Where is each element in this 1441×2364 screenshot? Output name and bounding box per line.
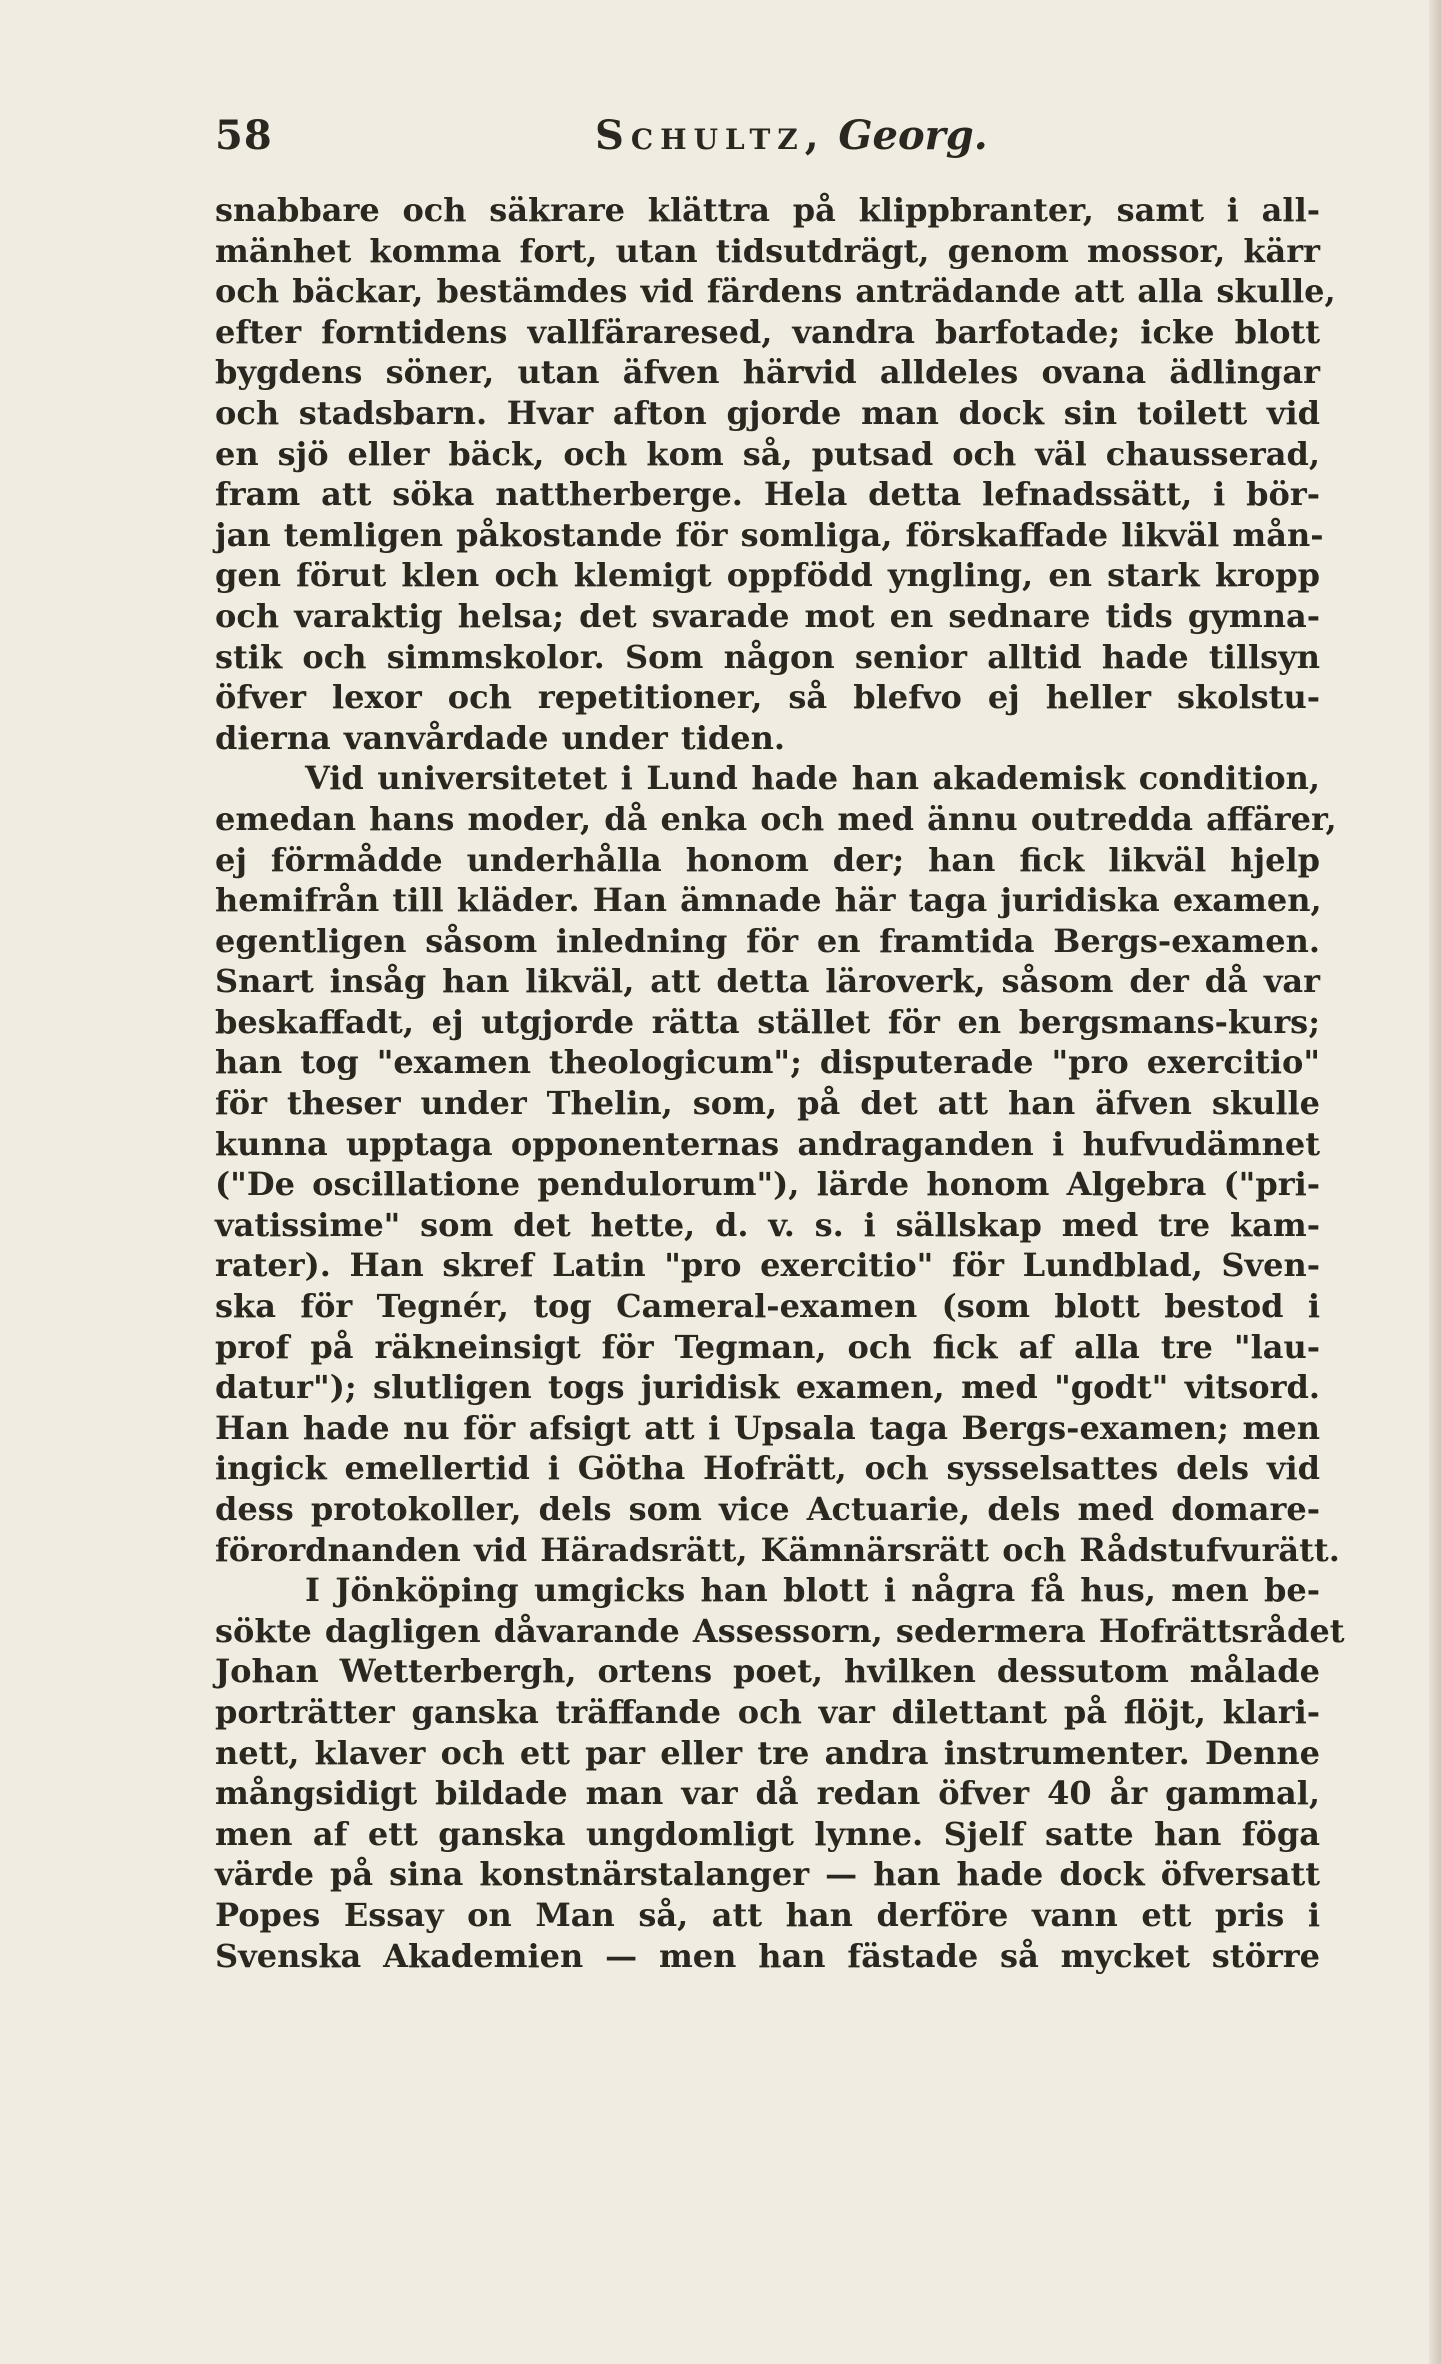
text-line: egentligen såsom inledning för en framtida Bergs-examen. [215, 921, 1320, 960]
body-text [215, 190, 1345, 1976]
text-line: kunna upptaga opponenternas andraganden i hufvudämnet [215, 1124, 1320, 1163]
text-line: efter forntidens vallfäraresed, vandra barfotade; icke blott [215, 312, 1320, 351]
text-line: Svenska Akademien — men han fästade så mycket större [215, 1936, 1320, 1975]
text-line: Popes Essay on Man så, att han derföre vann ett pris i [215, 1895, 1320, 1934]
page-edge [1429, 0, 1441, 2364]
text-line: jan temligen påkostande för somliga, förskaffade likväl mån- [215, 515, 1324, 554]
text-line: bygdens söner, utan äfven härvid alldeles ovana ädlingar [215, 353, 1320, 392]
running-head [595, 112, 988, 159]
text-line: hemifrån till kläder. Han ämnade här taga juridiska examen, [215, 881, 1322, 920]
paragraph-start-line: I Jönköping umgicks han blott i några få hus, men be- [305, 1571, 1320, 1610]
text-line: för theser under Thelin, som, på det att han äfven skulle [215, 1084, 1320, 1123]
running-head-surname: Schultz, [595, 112, 826, 159]
text-line: men af ett ganska ungdomligt lynne. Sjelf satte han föga [215, 1814, 1320, 1853]
text-line: sökte dagligen dåvarande Assessorn, sedermera Hofrättsrådet [215, 1611, 1345, 1650]
text-line: ingick emellertid i Götha Hofrätt, och sysselsattes dels vid [215, 1449, 1320, 1488]
paragraph-end-line: dierna vanvårdade under tiden. [215, 718, 785, 757]
text-line: mångsidigt bildade man var då redan öfver 40 år gammal, [215, 1774, 1320, 1813]
text-line: beskaffadt, ej utgjorde rätta stället för en bergsmans-kurs; [215, 1002, 1320, 1041]
text-line: Johan Wetterbergh, ortens poet, hvilken dessutom målade [215, 1652, 1320, 1691]
text-line: och stadsbarn. Hvar afton gjorde man dock sin toilett vid [215, 393, 1320, 432]
text-line: öfver lexor och repetitioner, så blefvo ej heller skolstu- [215, 678, 1320, 717]
text-line: gen förut klen och klemigt oppfödd yngling, en stark kropp [215, 556, 1320, 595]
paragraph-start-line: Vid universitetet i Lund hade han akademisk condition, [305, 759, 1320, 798]
text-line: ska för Tegnér, tog Cameral-examen (som blott bestod i [215, 1287, 1320, 1326]
text-line: en sjö eller bäck, och kom så, putsad och väl chausserad, [215, 434, 1320, 473]
text-line: och varaktig helsa; det svarade mot en sednare tids gymna- [215, 596, 1320, 635]
text-line: Han hade nu för afsigt att i Upsala taga Bergs-examen; men [215, 1408, 1320, 1447]
running-head-given-name: Georg. [838, 112, 988, 159]
text-line: emedan hans moder, då enka och med ännu outredda affärer, [215, 799, 1337, 838]
text-line: stik och simmskolor. Som någon senior alltid hade tillsyn [215, 637, 1320, 676]
text-line: nett, klaver och ett par eller tre andra instrumenter. Denne [215, 1733, 1320, 1772]
page-number: 58 [215, 112, 273, 159]
text-line: ej förmådde underhålla honom der; han fick likväl hjelp [215, 840, 1320, 879]
text-line: porträtter ganska träffande och var dilettant på flöjt, klari- [215, 1692, 1320, 1731]
text-line: och bäckar, bestämdes vid färdens anträdande att alla skulle, [215, 272, 1336, 311]
text-line: rater). Han skref Latin "pro exercitio" för Lundblad, Sven- [215, 1246, 1320, 1285]
text-line: prof på räkneinsigt för Tegman, och fick af alla tre "lau- [215, 1327, 1320, 1366]
text-line: mänhet komma fort, utan tidsutdrägt, genom mossor, kärr [215, 231, 1320, 270]
text-line: dess protokoller, dels som vice Actuarie, dels med domare- [215, 1490, 1320, 1528]
paragraph-end-line: förordnanden vid Häradsrätt, Kämnärsrätt och Rådstufvurätt. [215, 1530, 1340, 1569]
text-line: datur"); slutligen togs juridisk examen, med "godt" vitsord. [215, 1368, 1320, 1407]
text-line: Snart insåg han likväl, att detta läroverk, såsom der då var [215, 962, 1320, 1001]
text-line: fram att söka nattherberge. Hela detta lefnadssätt, i bör- [215, 475, 1320, 514]
text-line: snabbare och säkrare klättra på klippbranter, samt i all- [215, 191, 1320, 229]
text-line: vatissime" som det hette, d. v. s. i sällskap med tre kam- [215, 1205, 1320, 1244]
text-line: han tog "examen theologicum"; disputerade "pro exercitio" [215, 1043, 1320, 1082]
page-header [215, 112, 1325, 162]
text-line: ("De oscillatione pendulorum"), lärde honom Algebra ("pri- [215, 1165, 1320, 1204]
text-line: värde på sina konstnärstalanger — han hade dock öfversatt [215, 1855, 1320, 1894]
